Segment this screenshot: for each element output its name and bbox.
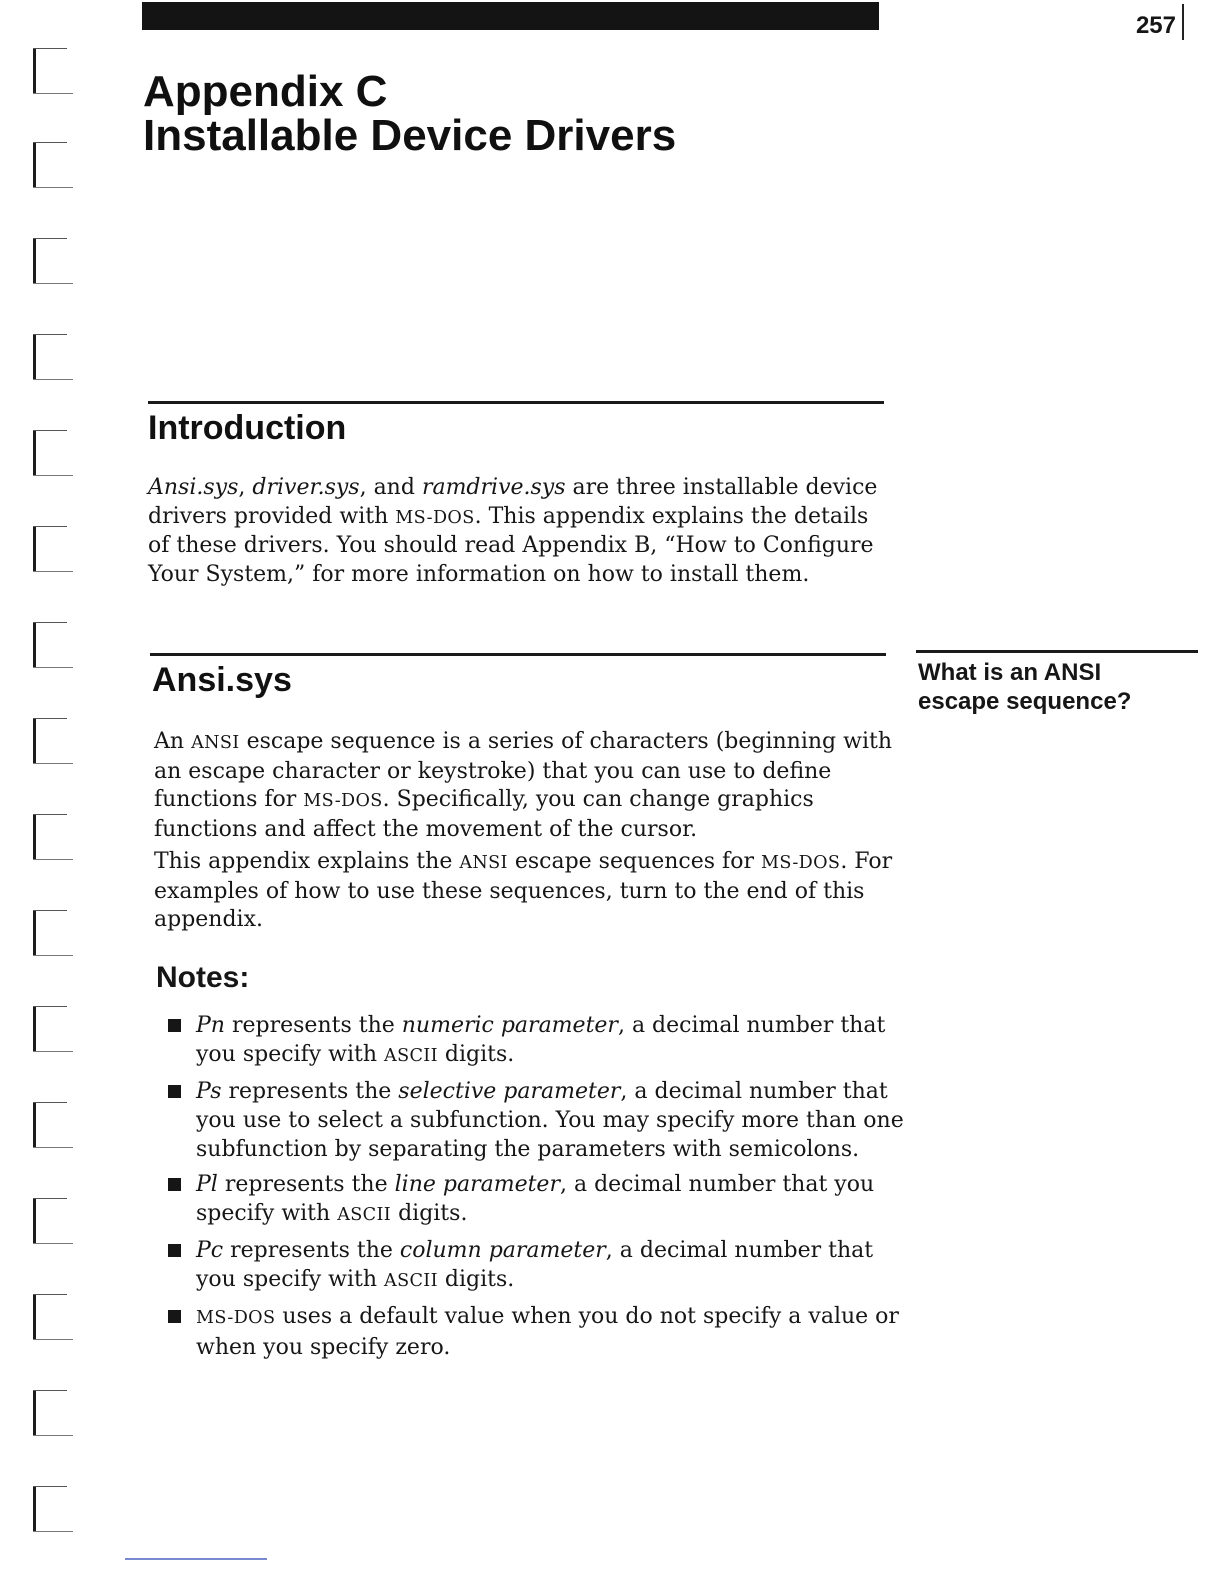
margin-note-line2: escape sequence? xyxy=(918,688,1132,715)
text-run: represents the xyxy=(223,1238,400,1263)
param-term: column parameter xyxy=(399,1238,606,1263)
notes-heading: Notes: xyxy=(156,961,250,994)
param-name: Ps xyxy=(196,1079,222,1104)
text-run: digits. xyxy=(437,1267,515,1292)
note-item-ps xyxy=(168,1077,908,1164)
text-run: An xyxy=(154,729,192,754)
binder-hole-icon xyxy=(33,718,73,764)
small-caps-msdos: MS-DOS xyxy=(196,1308,276,1328)
note-item-pn xyxy=(168,1011,908,1071)
introduction-heading: Introduction xyxy=(148,409,347,447)
text-run: , and xyxy=(359,475,422,500)
note-item-default xyxy=(168,1302,908,1362)
param-name: Pn xyxy=(196,1013,225,1038)
text-run: uses a default value when you do not specify a value or when you specify zero. xyxy=(196,1304,899,1360)
binder-hole-icon xyxy=(33,526,73,572)
text-run: , a decimal number that you specify with xyxy=(196,1238,874,1292)
param-name: Pl xyxy=(196,1172,218,1197)
small-caps-ansi: ANSI xyxy=(191,733,240,753)
binder-hole-icon xyxy=(33,334,73,380)
chapter-title-line2: Installable Device Drivers xyxy=(143,111,677,160)
ansi-paragraph-2 xyxy=(154,848,894,935)
text-run: digits. xyxy=(391,1201,468,1226)
ansi-paragraph-1 xyxy=(154,728,894,844)
param-term: line parameter xyxy=(394,1172,560,1197)
bullet-square-icon xyxy=(168,1085,181,1098)
bottom-edge-line xyxy=(125,1558,267,1560)
binder-hole-icon xyxy=(33,1486,73,1532)
small-caps-msdos: MS-DOS xyxy=(303,791,383,811)
text-run: . This appendix explains the details of these drivers. You should read Appendix B, “How to Configure Your System,” for more information on how to install them. xyxy=(148,503,874,587)
binder-hole-icon xyxy=(33,1198,73,1244)
text-run: , a decimal number that you specify with xyxy=(196,1172,875,1226)
binder-hole-icon xyxy=(33,48,73,94)
param-name: Pc xyxy=(196,1238,224,1263)
small-caps-msdos: MS-DOS xyxy=(760,853,841,873)
small-caps-ascii: ASCII xyxy=(384,1046,438,1066)
text-run: , a decimal number that you specify with xyxy=(196,1013,886,1067)
binder-hole-icon xyxy=(33,1102,73,1148)
text-run: , a decimal number that you use to select a subfunction. You may specify more than one subfunction by separating the parameters with semicolons. xyxy=(196,1079,904,1162)
param-term: numeric parameter xyxy=(401,1013,618,1038)
page-edge-mark xyxy=(1182,4,1184,40)
param-term: selective parameter xyxy=(398,1079,621,1104)
text-run: are three installable device drivers provided with xyxy=(148,475,878,529)
filename-driver: driver.sys xyxy=(252,475,360,500)
chapter-title xyxy=(143,67,677,160)
small-caps-msdos: MS-DOS xyxy=(395,507,475,528)
notes-list xyxy=(168,1011,908,1368)
bullet-square-icon xyxy=(168,1310,181,1323)
margin-note-line1: What is an ANSI xyxy=(918,659,1102,686)
text-run: escape sequences for xyxy=(507,849,761,874)
bullet-square-icon xyxy=(168,1244,181,1257)
bullet-square-icon xyxy=(168,1019,181,1032)
binder-hole-icon xyxy=(33,142,73,188)
filename-ramdrive: ramdrive.sys xyxy=(421,475,566,500)
binder-hole-icon xyxy=(33,814,73,860)
text-run: represents the xyxy=(224,1013,402,1038)
binder-hole-icon xyxy=(33,430,73,476)
text-run: escape sequence is a series of characters (beginning with an escape character or keystroke) that you can use to define functions for xyxy=(154,729,892,812)
bullet-square-icon xyxy=(168,1178,181,1191)
ansi-sys-rule xyxy=(150,653,886,656)
binder-hole-icon xyxy=(33,1294,73,1340)
small-caps-ansi: ANSI xyxy=(459,853,508,873)
binder-hole-icon xyxy=(33,238,73,284)
text-run: . For examples of how to use these sequences, turn to the end of this appendix. xyxy=(154,849,893,932)
binder-hole-icon xyxy=(33,622,73,668)
binder-hole-icon xyxy=(33,1006,73,1052)
header-bar xyxy=(142,2,879,30)
margin-note-rule xyxy=(916,650,1198,653)
chapter-title-line1: Appendix C xyxy=(143,67,388,116)
small-caps-ascii: ASCII xyxy=(337,1205,392,1225)
text-run: This appendix explains the xyxy=(154,849,460,874)
text-run: represents the xyxy=(217,1172,395,1197)
introduction-paragraph xyxy=(148,474,888,589)
text-run: , xyxy=(238,475,253,500)
margin-note xyxy=(918,658,1208,716)
note-item-pl xyxy=(168,1170,908,1230)
text-run: represents the xyxy=(221,1079,399,1104)
binder-hole-icon xyxy=(33,1390,73,1436)
note-item-pc xyxy=(168,1236,908,1296)
text-run: . Specifically, you can change graphics functions and affect the movement of the cursor. xyxy=(154,787,814,842)
small-caps-ascii: ASCII xyxy=(384,1271,438,1291)
page-number: 257 xyxy=(1135,12,1176,39)
binder-hole-icon xyxy=(33,910,73,956)
text-run: digits. xyxy=(437,1042,515,1067)
filename-ansi: Ansi.sys xyxy=(148,475,239,500)
ansi-sys-heading: Ansi.sys xyxy=(152,661,292,699)
introduction-rule xyxy=(148,401,884,404)
